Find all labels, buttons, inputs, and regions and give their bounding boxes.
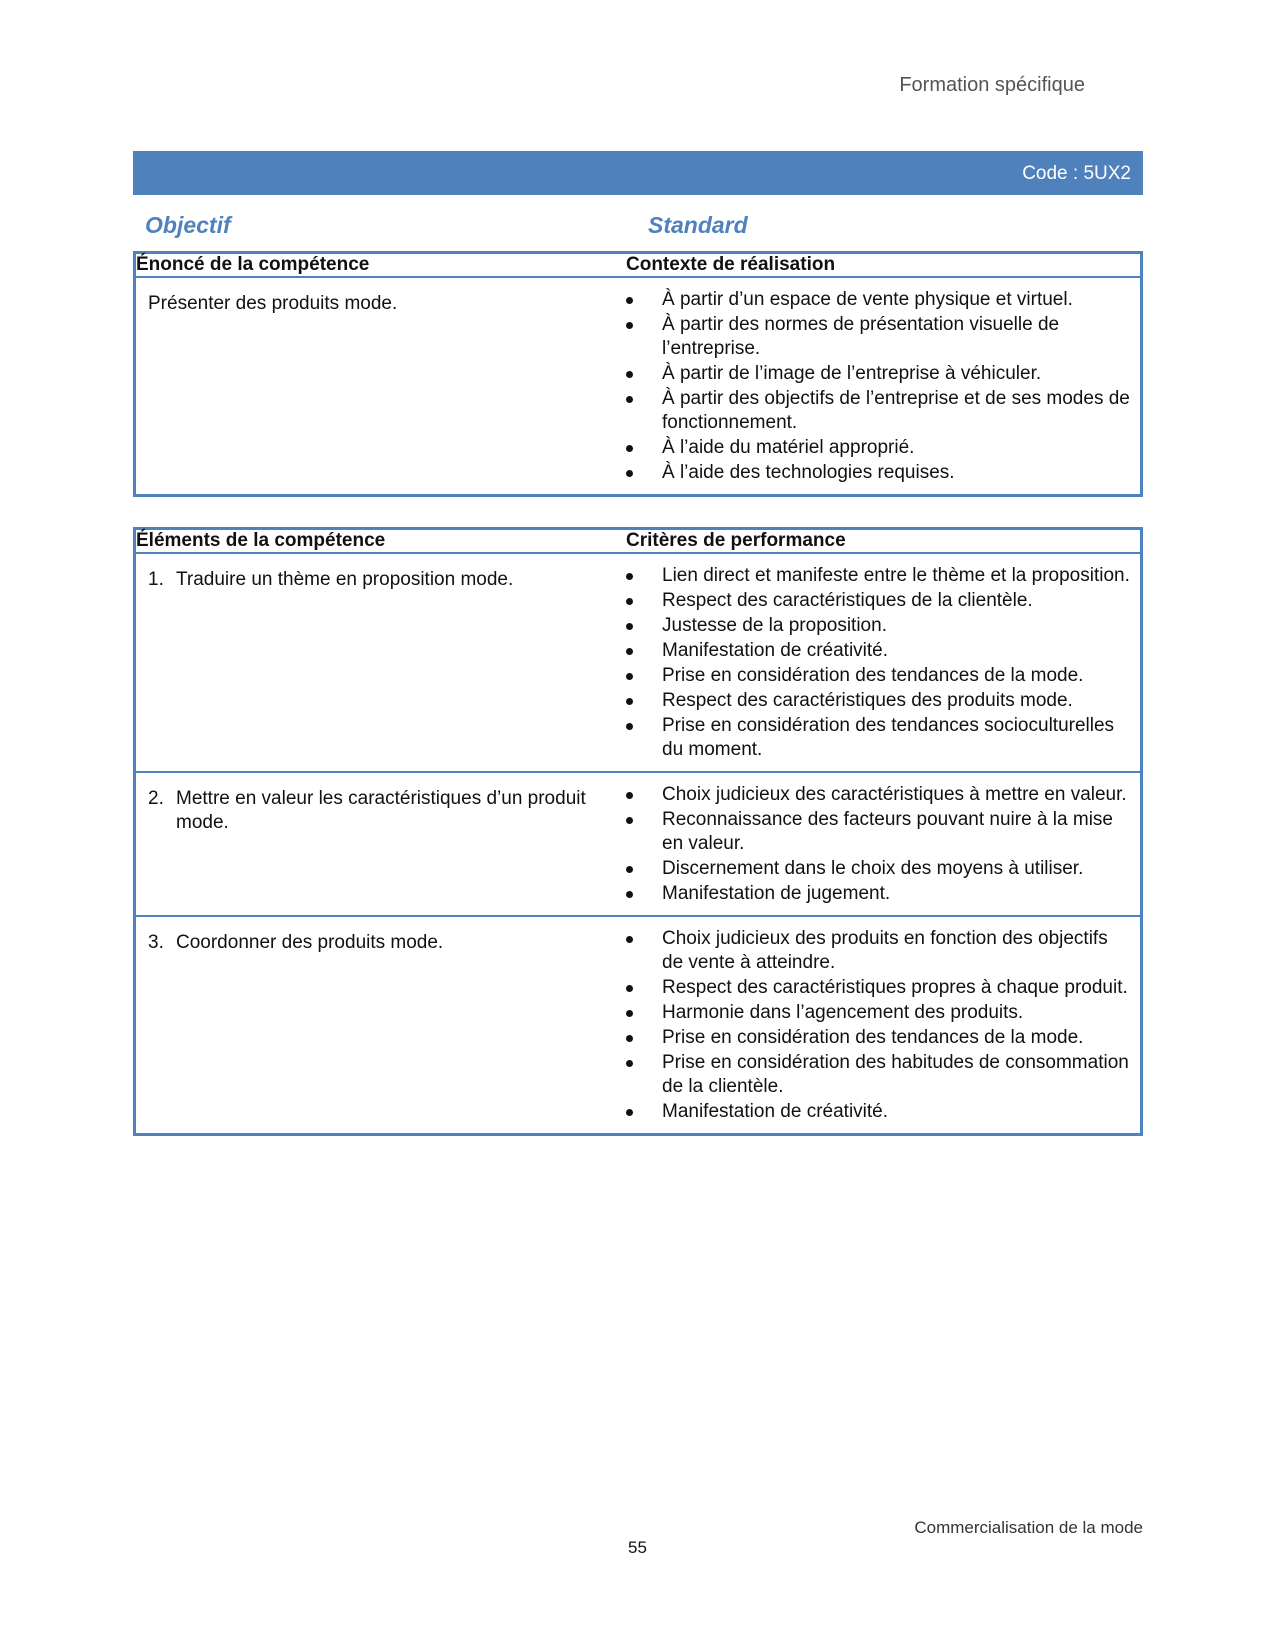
list-item: À l’aide du matériel approprié.: [626, 436, 1130, 460]
criteria-header: Critères de performance: [626, 529, 1142, 554]
list-item: Harmonie dans l’agencement des produits.: [626, 1001, 1130, 1025]
element-text: Mettre en valeur les caractéristiques d’un produit mode.: [176, 788, 586, 833]
element-item: [136, 554, 626, 592]
objective-row: [145, 212, 1145, 239]
element-number: 1.: [148, 569, 164, 590]
list-item: Choix judicieux des produits en fonction des objectifs de vente à atteindre.: [626, 927, 1130, 975]
criteria-list: [626, 773, 1140, 915]
competence-table: [133, 251, 1143, 497]
table-row: [135, 772, 1142, 916]
criteria-list: [626, 554, 1140, 771]
list-item: Discernement dans le choix des moyens à utiliser.: [626, 857, 1130, 881]
page-number: 55: [628, 1538, 647, 1557]
element-item: [136, 773, 626, 835]
list-item: Prise en considération des habitudes de consommation de la clientèle.: [626, 1051, 1130, 1099]
list-item: Respect des caractéristiques propres à chaque produit.: [626, 976, 1130, 1000]
table-row: [135, 553, 1142, 772]
list-item: Justesse de la proposition.: [626, 614, 1130, 638]
competence-statement: Présenter des produits mode.: [148, 293, 398, 314]
element-number: 2.: [148, 788, 164, 809]
list-item: Respect des caractéristiques des produits mode.: [626, 689, 1130, 713]
list-item: À partir des objectifs de l’entreprise et de ses modes de fonctionnement.: [626, 387, 1130, 435]
element-item: [136, 917, 626, 955]
list-item: Manifestation de créativité.: [626, 1100, 1130, 1124]
list-item: À partir des normes de présentation visuelle de l’entreprise.: [626, 313, 1130, 361]
list-item: Prise en considération des tendances socioculturelles du moment.: [626, 714, 1130, 762]
section-title: Formation spécifique: [899, 74, 1085, 96]
elements-header: Éléments de la compétence: [135, 529, 627, 554]
code-banner: [133, 151, 1143, 195]
table-row: [135, 916, 1142, 1135]
program-name: Commercialisation de la mode: [914, 1518, 1143, 1537]
list-item: Prise en considération des tendances de la mode.: [626, 1026, 1130, 1050]
list-item: Manifestation de créativité.: [626, 639, 1130, 663]
list-item: Respect des caractéristiques de la clientèle.: [626, 589, 1130, 613]
element-number: 3.: [148, 932, 164, 953]
list-item: Lien direct et manifeste entre le thème et la proposition.: [626, 564, 1130, 588]
list-item: Manifestation de jugement.: [626, 882, 1130, 906]
element-text: Coordonner des produits mode.: [176, 932, 444, 953]
list-item: À l’aide des technologies requises.: [626, 461, 1130, 485]
elements-table: [133, 527, 1143, 1136]
list-item: Reconnaissance des facteurs pouvant nuire à la mise en valeur.: [626, 808, 1130, 856]
element-text: Traduire un thème en proposition mode.: [176, 569, 514, 590]
list-item: À partir de l’image de l’entreprise à véhiculer.: [626, 362, 1130, 386]
context-list: [626, 278, 1140, 494]
standard-label: Standard: [648, 212, 748, 238]
competence-header: Énoncé de la compétence: [135, 253, 627, 278]
criteria-list: [626, 917, 1140, 1133]
course-code: Code : 5UX2: [1022, 163, 1131, 184]
list-item: Choix judicieux des caractéristiques à mettre en valeur.: [626, 783, 1130, 807]
list-item: À partir d’un espace de vente physique et virtuel.: [626, 288, 1130, 312]
context-header: Contexte de réalisation: [626, 253, 1142, 278]
objective-label: Objectif: [145, 212, 231, 238]
list-item: Prise en considération des tendances de la mode.: [626, 664, 1130, 688]
